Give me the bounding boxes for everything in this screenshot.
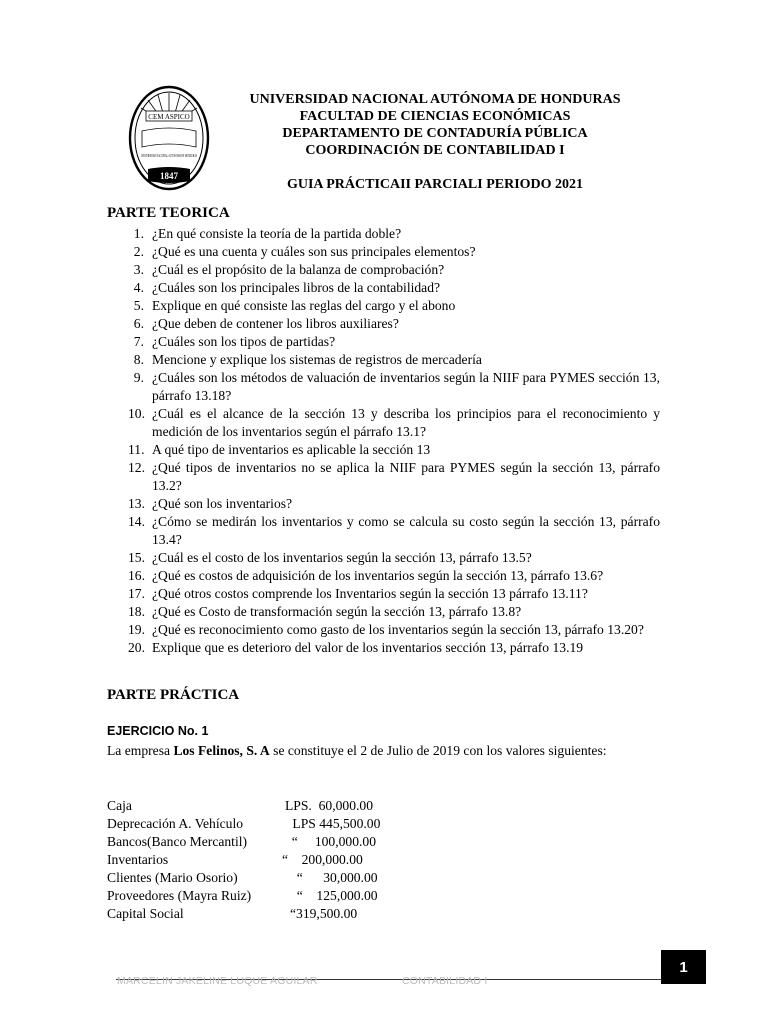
question-item: [128, 243, 660, 261]
question-text: Mencione y explique los sistemas de registros de mercadería: [152, 352, 482, 367]
question-item: [128, 225, 660, 243]
question-item: [128, 333, 660, 351]
question-text: ¿Cuáles son los métodos de valuación de inventarios según la NIIF para PYMES sección 13, párrafo 13.18?: [152, 370, 660, 403]
question-item: [128, 603, 660, 621]
header-university: UNIVERSIDAD NACIONAL AUTÓNOMA DE HONDURAS: [249, 92, 621, 107]
question-number: 14.: [128, 514, 145, 529]
question-item: [128, 567, 660, 585]
question-text: ¿Qué tipos de inventarios no se aplica la NIIF para PYMES según la sección 13, párrafo 13.2?: [152, 460, 660, 493]
account-name: Proveedores (Mayra Ruiz): [107, 888, 252, 903]
page-number: 1: [661, 950, 706, 984]
seal-year: 1847: [160, 171, 178, 181]
guide-title: GUIA PRÁCTICAII PARCIALI PERIODO 2021: [286, 177, 584, 192]
question-item: [128, 513, 660, 549]
account-value: “ 30,000.00: [290, 870, 378, 885]
footer-course: CONTABILIDAD I: [402, 975, 488, 987]
account-value: LPS. 60,000.00: [285, 798, 373, 813]
question-item: [128, 351, 660, 369]
question-text: ¿Cuál es el propósito de la balanza de comprobación?: [152, 262, 445, 277]
account-value: “ 200,000.00: [282, 852, 363, 867]
theory-section-title: PARTE TEORICA: [107, 205, 230, 221]
question-item: [128, 495, 660, 513]
theory-question-list: [128, 225, 660, 657]
account-name: Inventarios: [107, 852, 169, 867]
question-text: ¿Qué son los inventarios?: [152, 496, 293, 511]
university-seal-logo: [128, 85, 210, 191]
question-text: ¿En qué consiste la teoría de la partida doble?: [152, 226, 402, 241]
question-number: 20.: [128, 640, 145, 655]
account-name: Deprecación A. Vehículo: [107, 816, 244, 831]
intro-text-before: La empresa: [107, 743, 174, 758]
question-item: [128, 621, 660, 639]
question-text: ¿Que deben de contener los libros auxiliares?: [152, 316, 399, 331]
question-number: 9.: [133, 370, 144, 385]
question-number: 7.: [133, 334, 144, 349]
question-text: ¿Qué otros costos comprende los Inventarios según la sección 13 párrafo 13.11?: [152, 586, 588, 601]
question-text: ¿Cuál es el alcance de la sección 13 y describa los principios para el reconocimiento y medición de los inventarios según el párrafo 13.1?: [152, 406, 660, 439]
intro-text-after: se constituye el 2 de Julio de 2019 con los valores siguientes:: [269, 743, 607, 758]
header-department: DEPARTAMENTO DE CONTADURÍA PÚBLICA: [282, 126, 588, 141]
seal-top-text: CEM ASPICO: [148, 113, 190, 121]
account-name: Caja: [107, 798, 132, 813]
question-number: 6.: [133, 316, 144, 331]
question-text: A qué tipo de inventarios es aplicable la sección 13: [152, 442, 431, 457]
question-number: 8.: [133, 352, 144, 367]
exercise-title: EJERCICIO No. 1: [107, 724, 209, 738]
question-item: [128, 585, 660, 603]
question-number: 2.: [133, 244, 144, 259]
account-name: Bancos(Banco Mercantil): [107, 834, 248, 849]
account-value: LPS 445,500.00: [289, 816, 381, 831]
header-coordination: COORDINACIÓN DE CONTABILIDAD I: [305, 143, 565, 158]
account-value: “ 100,000.00: [285, 834, 376, 849]
question-item: [128, 441, 660, 459]
header-faculty: FACULTAD DE CIENCIAS ECONÓMICAS: [299, 109, 571, 124]
question-number: 4.: [133, 280, 144, 295]
question-item: [128, 459, 660, 495]
account-value: “319,500.00: [290, 906, 358, 921]
question-number: 3.: [133, 262, 144, 277]
question-text: ¿Cómo se medirán los inventarios y como se calcula su costo según la sección 13, párrafo 13.4?: [152, 514, 660, 547]
question-number: 15.: [128, 550, 145, 565]
question-text: Explique en qué consiste las reglas del cargo y el abono: [152, 298, 456, 313]
question-text: ¿Cuáles son los tipos de partidas?: [152, 334, 336, 349]
question-number: 10.: [128, 406, 145, 421]
question-number: 18.: [128, 604, 145, 619]
document-header: [220, 91, 650, 193]
question-text: ¿Qué es una cuenta y cuáles son sus principales elementos?: [152, 244, 476, 259]
question-number: 5.: [133, 298, 144, 313]
question-number: 16.: [128, 568, 145, 583]
question-text: ¿Qué es Costo de transformación según la sección 13, párrafo 13.8?: [152, 604, 522, 619]
question-text: ¿Qué es reconocimiento como gasto de los inventarios según la sección 13, párrafo 13.20?: [152, 622, 644, 637]
question-item: [128, 261, 660, 279]
question-number: 17.: [128, 586, 145, 601]
question-text: ¿Cuál es el costo de los inventarios según la sección 13, párrafo 13.5?: [152, 550, 532, 565]
question-number: 1.: [133, 226, 144, 241]
question-item: [128, 279, 660, 297]
question-number: 12.: [128, 460, 145, 475]
account-name: Clientes (Mario Osorio): [107, 870, 238, 885]
account-name: Capital Social: [107, 906, 184, 921]
question-number: 11.: [128, 442, 145, 457]
account-value: “ 125,000.00: [290, 888, 378, 903]
question-number: 19.: [128, 622, 145, 637]
question-text: ¿Cuáles son los principales libros de la contabilidad?: [152, 280, 441, 295]
practice-section-title: PARTE PRÁCTICA: [107, 687, 240, 703]
question-item: [128, 549, 660, 567]
company-name: Los Felinos, S. A: [173, 743, 270, 758]
question-number: 13.: [128, 496, 145, 511]
question-item: [128, 369, 660, 405]
seal-middle-text: UNIVERSIDAD NACIONAL AUTONOMA DE HONDURAS: [141, 154, 197, 158]
question-item: [128, 639, 660, 657]
exercise-intro: [107, 741, 660, 761]
question-text: ¿Qué es costos de adquisición de los inventarios según la sección 13, párrafo 13.6?: [152, 568, 604, 583]
footer-author: MARCELIN JAKELINE LUQUE AGUILAR: [117, 975, 318, 987]
question-item: [128, 315, 660, 333]
question-text: Explique que es deterioro del valor de los inventarios sección 13, párrafo 13.19: [152, 640, 584, 655]
question-item: [128, 297, 660, 315]
question-item: [128, 405, 660, 441]
